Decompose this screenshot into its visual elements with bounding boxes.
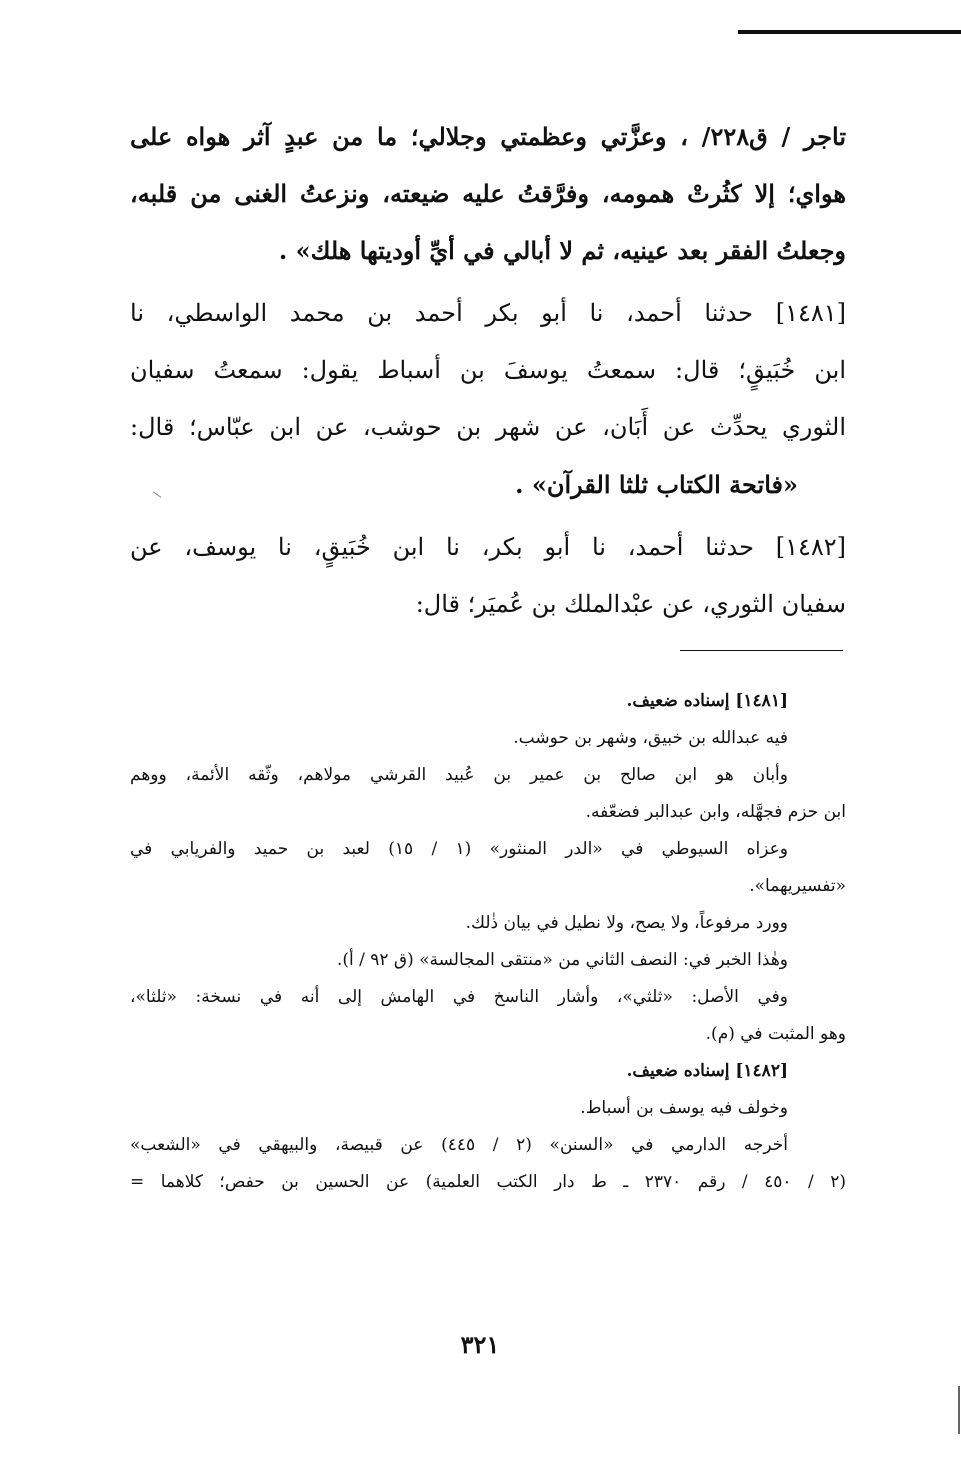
hadith-1482-line: سفيان الثوري، عن عبْدالملك بن عُميَر؛ قال: [415, 590, 846, 618]
footnote-line: أخرجه الدارمي في «السنن» (٢ / ٤٤٥) عن قبيصة، والبيهقي في «الشعب» [130, 1135, 788, 1155]
footnote-line: ابن حزم فجهَّله، وابن عبدالبر فضعّفه. [585, 802, 846, 822]
main-text [130, 108, 846, 633]
text-line: تاجر / ق٢٢٨/ ، وعزَّتي وعظمتي وجلالي؛ ما من عبدٍ آثر هواه على [130, 122, 846, 151]
page-number: ٣٢١ [460, 1330, 500, 1359]
footnote-heading-1481: [١٤٨١] إسناده ضعيف. [626, 691, 788, 711]
hadith-1482-line: [١٤٨٢] حدثنا أحمد، نا أبو بكر، نا ابن خُبَيقٍ، نا يوسف، عن [130, 533, 846, 561]
header-rule [738, 30, 961, 34]
text-line: هواي؛ إلا كثُرتْ همومه، وفرَّقتُ عليه ضيعته، ونزعتُ الغنى من قلبه، [130, 179, 846, 208]
hadith-1481-quote: «فاتحة الكتاب ثلثا القرآن» . [515, 470, 798, 499]
hadith-1481-line: الثوري يحدِّث عن أَبَان، عن شهر بن حوشب، عن ابن عبّاس؛ قال: [130, 413, 846, 441]
hadith-1481-line: [١٤٨١] حدثنا أحمد، نا أبو بكر أحمد بن محمد الواسطي، نا [130, 299, 846, 327]
scan-edge-mark [958, 1386, 960, 1434]
footnote-line: وهٰذا الخبر في: النصف الثاني من «منتقى المجالسة» (ق ٩٢ / أ). [336, 950, 788, 970]
footnote-separator [680, 650, 843, 651]
footnote-line: «تفسيريهما». [749, 876, 846, 896]
footnote-heading-1482: [١٤٨٢] إسناده ضعيف. [626, 1061, 788, 1081]
footnote-line: وورد مرفوعاً، ولا يصح، ولا نطيل في بيان ذٰلك. [465, 913, 788, 933]
footnote-line: وأبان هو ابن صالح بن عمير بن عُبيد القرشي مولاهم، وثّقه الأئمة، ووهم [130, 765, 788, 785]
text-line: وجعلتُ الفقر بعد عينيه، ثم لا أبالي في أيِّ أوديتها هلك» . [278, 236, 846, 265]
footnote-line: وفي الأصل: «ثلثي»، وأشار الناسخ في الهامش إلى أنه في نسخة: «ثلثا»، [130, 987, 788, 1007]
footnote-line: وهو المثبت في (م). [705, 1024, 846, 1044]
footnote-line: فيه عبدالله بن خبيق، وشهر بن حوشب. [513, 728, 788, 748]
footnotes [130, 683, 846, 1201]
footnote-line: وخولف فيه يوسف بن أسباط. [580, 1098, 788, 1118]
footnote-line: وعزاه السيوطي في «الدر المنثور» (١ / ١٥) لعبد بن حميد والفريابي في [130, 839, 788, 859]
footnote-line: (٢ / ٤٥٠ / رقم ٢٣٧٠ ـ ط دار الكتب العلمية) عن الحسين بن حفص؛ كلاهما = [130, 1172, 846, 1192]
hadith-1481-line: ابن خُبَيقٍ؛ قال: سمعتُ يوسفَ بن أسباط يقول: سمعتُ سفيان [130, 356, 846, 384]
